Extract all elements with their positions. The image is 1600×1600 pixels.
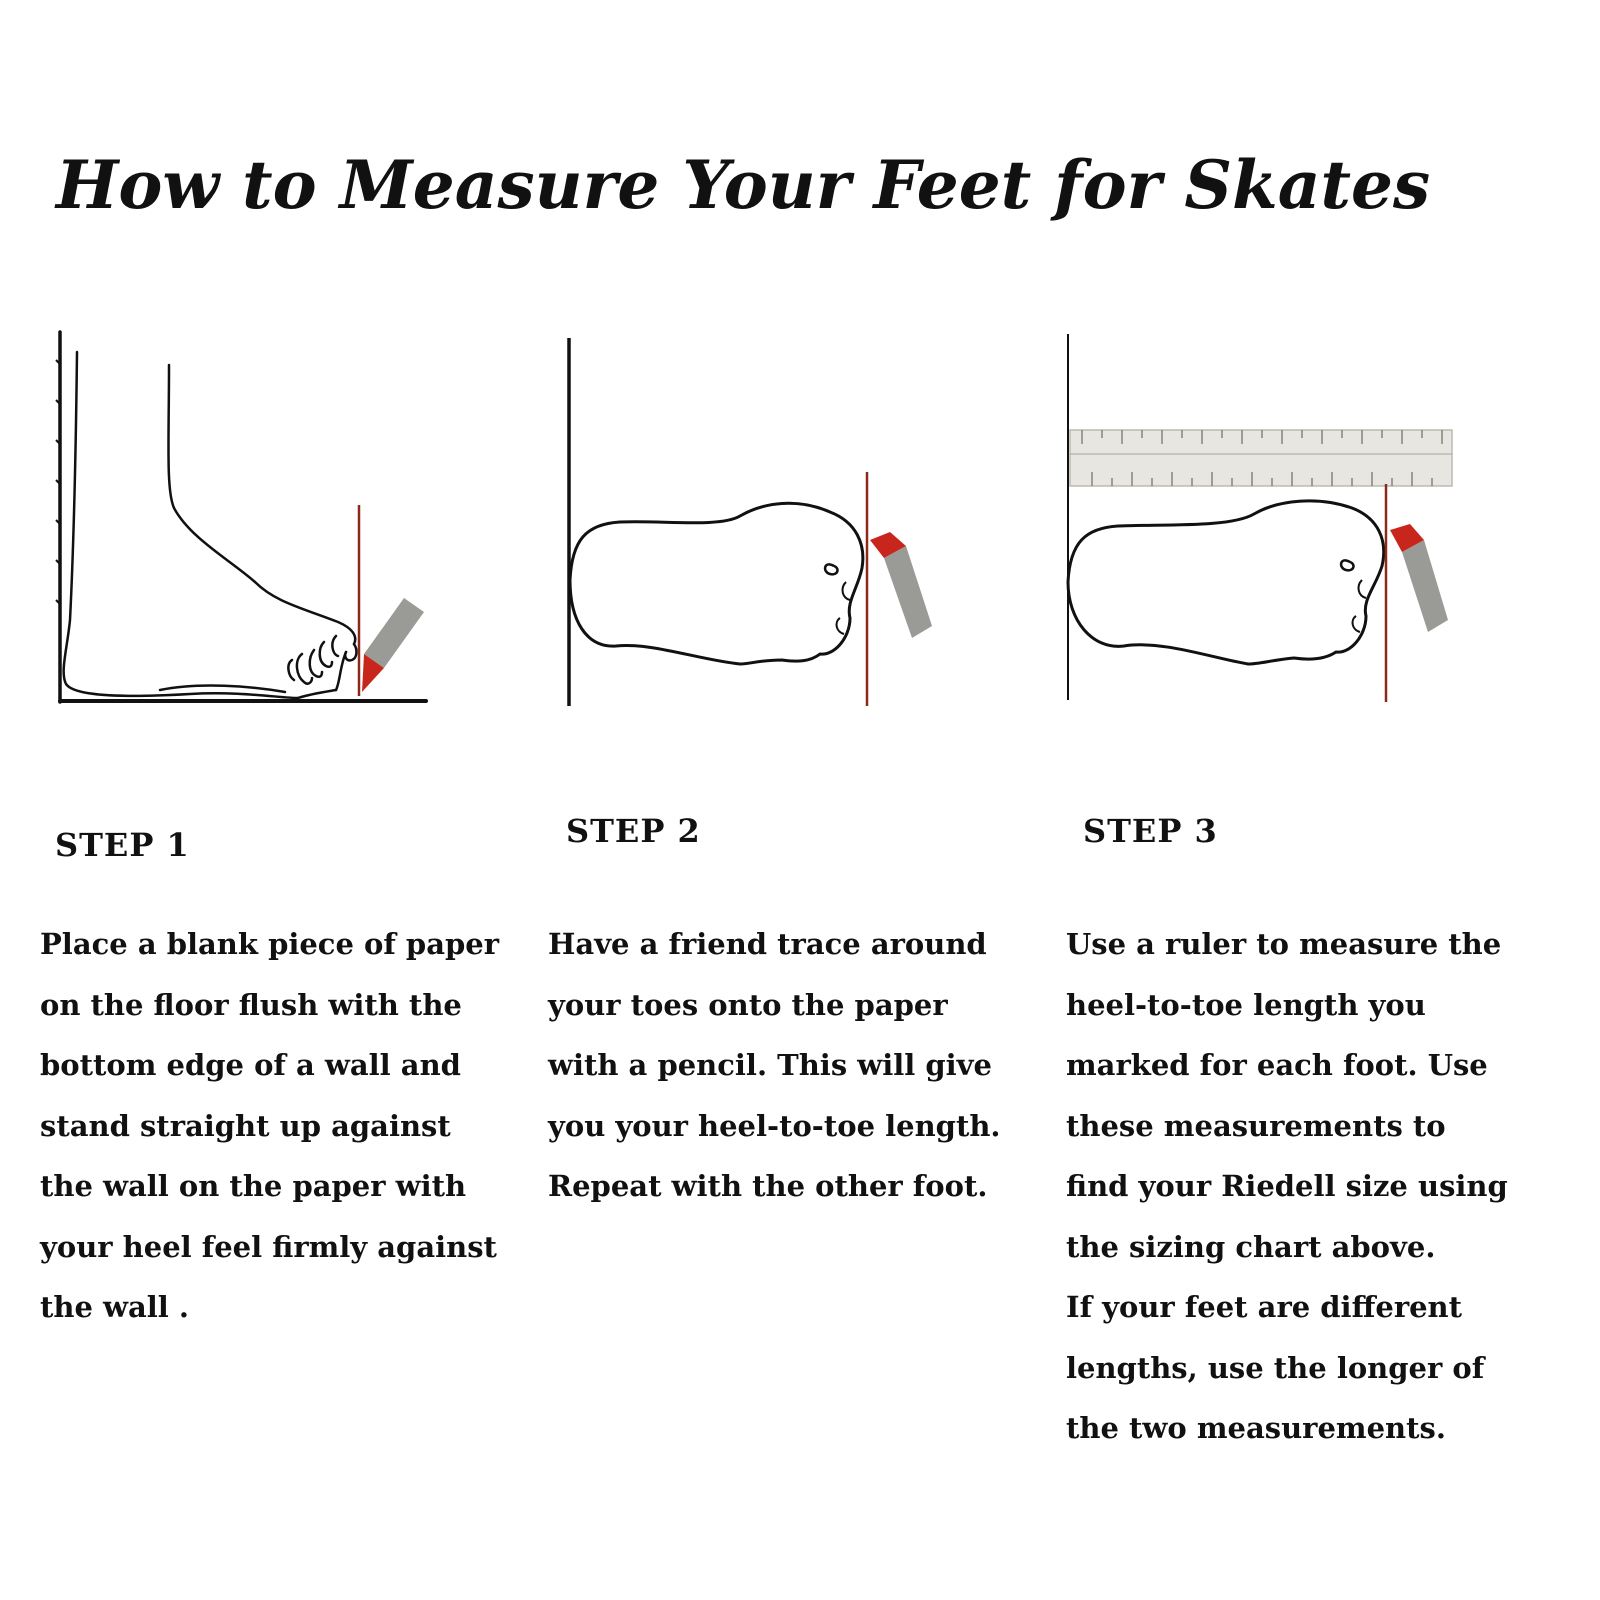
step3-illustration: [1062, 320, 1482, 740]
step2-line: Repeat with the other foot.: [548, 1169, 988, 1203]
pencil-icon: [1390, 524, 1448, 632]
page-title: How to Measure Your Feet for Skates: [56, 146, 1431, 224]
step3-line: marked for each foot. Use: [1066, 1048, 1488, 1082]
step2-line: with a pencil. This will give: [548, 1048, 992, 1082]
pencil-icon: [362, 598, 424, 692]
foot-outline: [1068, 501, 1384, 664]
step2-line: your toes onto the paper: [548, 987, 948, 1022]
step1-line: the wall .: [40, 1290, 190, 1324]
step3-line: these measurements to: [1066, 1108, 1446, 1143]
step3-line: lengths, use the longer of: [1066, 1350, 1485, 1385]
step1-instructions: [40, 914, 499, 1338]
step1-line: on the floor flush with the: [40, 987, 462, 1022]
step3-line: heel-to-toe length you: [1066, 987, 1426, 1022]
step1-line: bottom edge of a wall and: [40, 1048, 461, 1082]
step2-line: Have a friend trace around: [548, 927, 987, 961]
pencil-icon: [870, 532, 932, 638]
step3-line: find your Riedell size using: [1066, 1169, 1508, 1203]
step3-label: STEP 3: [1083, 812, 1218, 850]
step3-line: Use a ruler to measure the: [1066, 927, 1502, 961]
foot-outline: [570, 503, 863, 664]
step3-line: the two measurements.: [1066, 1411, 1446, 1445]
step1-line: stand straight up against: [40, 1108, 451, 1143]
step1-line: Place a blank piece of paper: [40, 927, 500, 961]
step3-instructions: [1066, 914, 1508, 1459]
step2-line: you your heel-to-toe length.: [548, 1108, 1001, 1143]
step1-label: STEP 1: [55, 826, 190, 864]
step2-illustration: [550, 320, 970, 740]
step3-line: If your feet are different: [1066, 1290, 1463, 1324]
ruler-icon: [1070, 430, 1452, 486]
step2-label: STEP 2: [566, 812, 701, 850]
step3-line: the sizing chart above.: [1066, 1229, 1436, 1264]
step1-line: your heel feel firmly against: [40, 1229, 497, 1264]
foot-outline: [64, 352, 298, 698]
step1-illustration: [40, 320, 460, 740]
step2-instructions: [548, 914, 1001, 1217]
step1-line: the wall on the paper with: [40, 1169, 467, 1203]
